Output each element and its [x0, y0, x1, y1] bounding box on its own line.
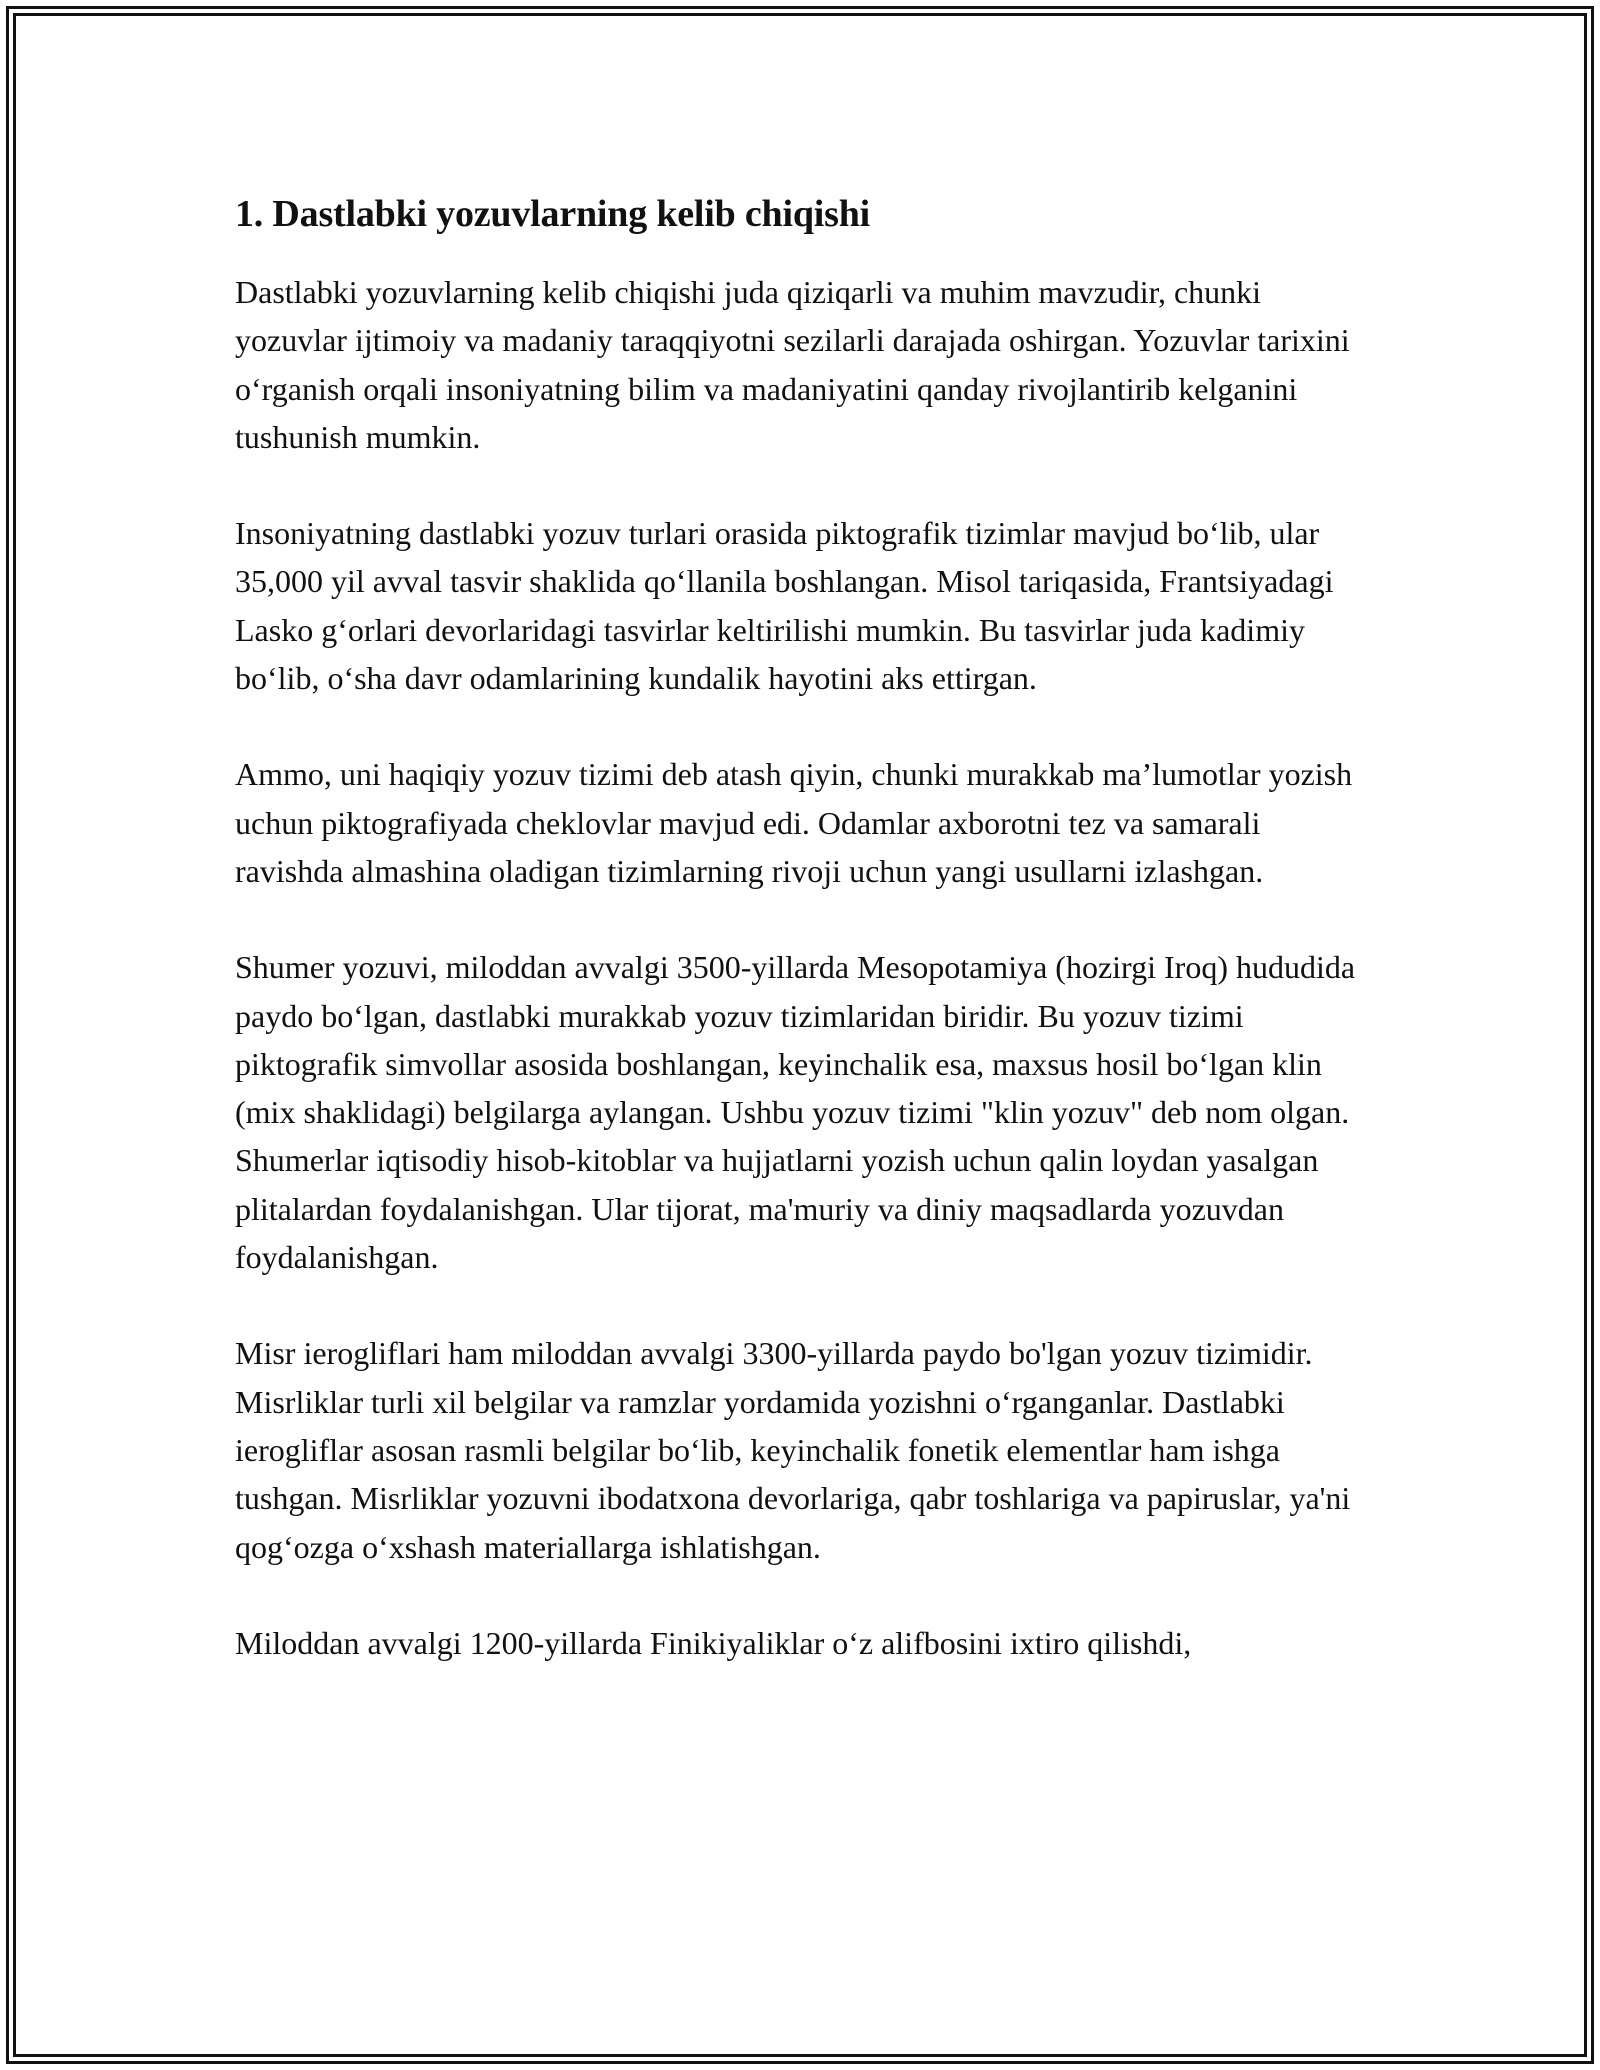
paragraph-sumerian: Shumer yozuvi, miloddan avvalgi 3500-yillarda Mesopotamiya (hozirgi Iroq) hududida paydo boʻlgan, dastlabki murakkab yozuv tizimlaridan biridir. Bu yozuv tizimi piktografik simvollar asosida boshlangan, keyinchalik esa, maxsus hosil boʻlgan klin (mix shaklidagi) belgilarga aylangan. Ushbu yozuv tizimi "klin yozuv" deb nom olgan. Shumerlar iqtisodiy hisob-kitoblar va hujjatlarni yozish uchun qalin loydan yasalgan plitalardan foydalanishgan. Ular tijorat, ma'muriy va diniy maqsadlarda yozuvdan foydalanishgan.	[235, 949, 1356, 1276]
paragraph-egyptian: Misr ierogliflari ham miloddan avvalgi 3300-yillarda paydo bo'lgan yozuv tizimidir. Misrliklar turli xil belgilar va ramzlar yordamida yozishni oʻrganganlar. Dastlabki ierogliflar asosan rasmli belgilar boʻlib, keyinchalik fonetik elementlar ham ishga tushgan. Misrliklar yozuvni ibodatxona devorlariga, qabr toshlariga va papiruslar, ya'ni qogʻozga oʻxshash materiallarga ishlatishgan.	[235, 1335, 1351, 1565]
paragraph-limitations: Ammo, uni haqiqiy yozuv tizimi deb atash qiyin, chunki murakkab ma’lumotlar yozish uchun piktografiyada cheklovlar mavjud edi. Odamlar axborotni tez va samarali ravishda almashina oladigan tizimlarning rivoji uchun yangi usullarni izlashgan.	[235, 756, 1353, 889]
paragraph-pictographic: Insoniyatning dastlabki yozuv turlari orasida piktografik tizimlar mavjud boʻlib, ular 35,000 yil avval tasvir shaklida qoʻllanila boshlangan. Misol tariqasida, Frantsiyadagi Lasko gʻorlari devorlaridagi tasvirlar keltirilishi mumkin. Bu tasvirlar juda kadimiy boʻlib, oʻsha davr odamlarining kundalik hayotini aks ettirgan.	[235, 515, 1334, 697]
paragraph-phoenician: Miloddan avvalgi 1200-yillarda Finikiyaliklar oʻz alifbosini ixtiro qilishdi,	[235, 1624, 1192, 1661]
paragraph-intro: Dastlabki yozuvlarning kelib chiqishi juda qiziqarli va muhim mavzudir, chunki yozuvlar ijtimoiy va madaniy taraqqiyotni sezilarli darajada oshirgan. Yozuvlar tarixini oʻrganish orqali insoniyatning bilim va madaniyatini qanday rivojlantirib kelganini tushunish mumkin.	[235, 274, 1350, 455]
document-body	[235, 186, 1375, 1715]
section-heading: 1. Dastlabki yozuvlarning kelib chiqishi	[235, 193, 870, 235]
